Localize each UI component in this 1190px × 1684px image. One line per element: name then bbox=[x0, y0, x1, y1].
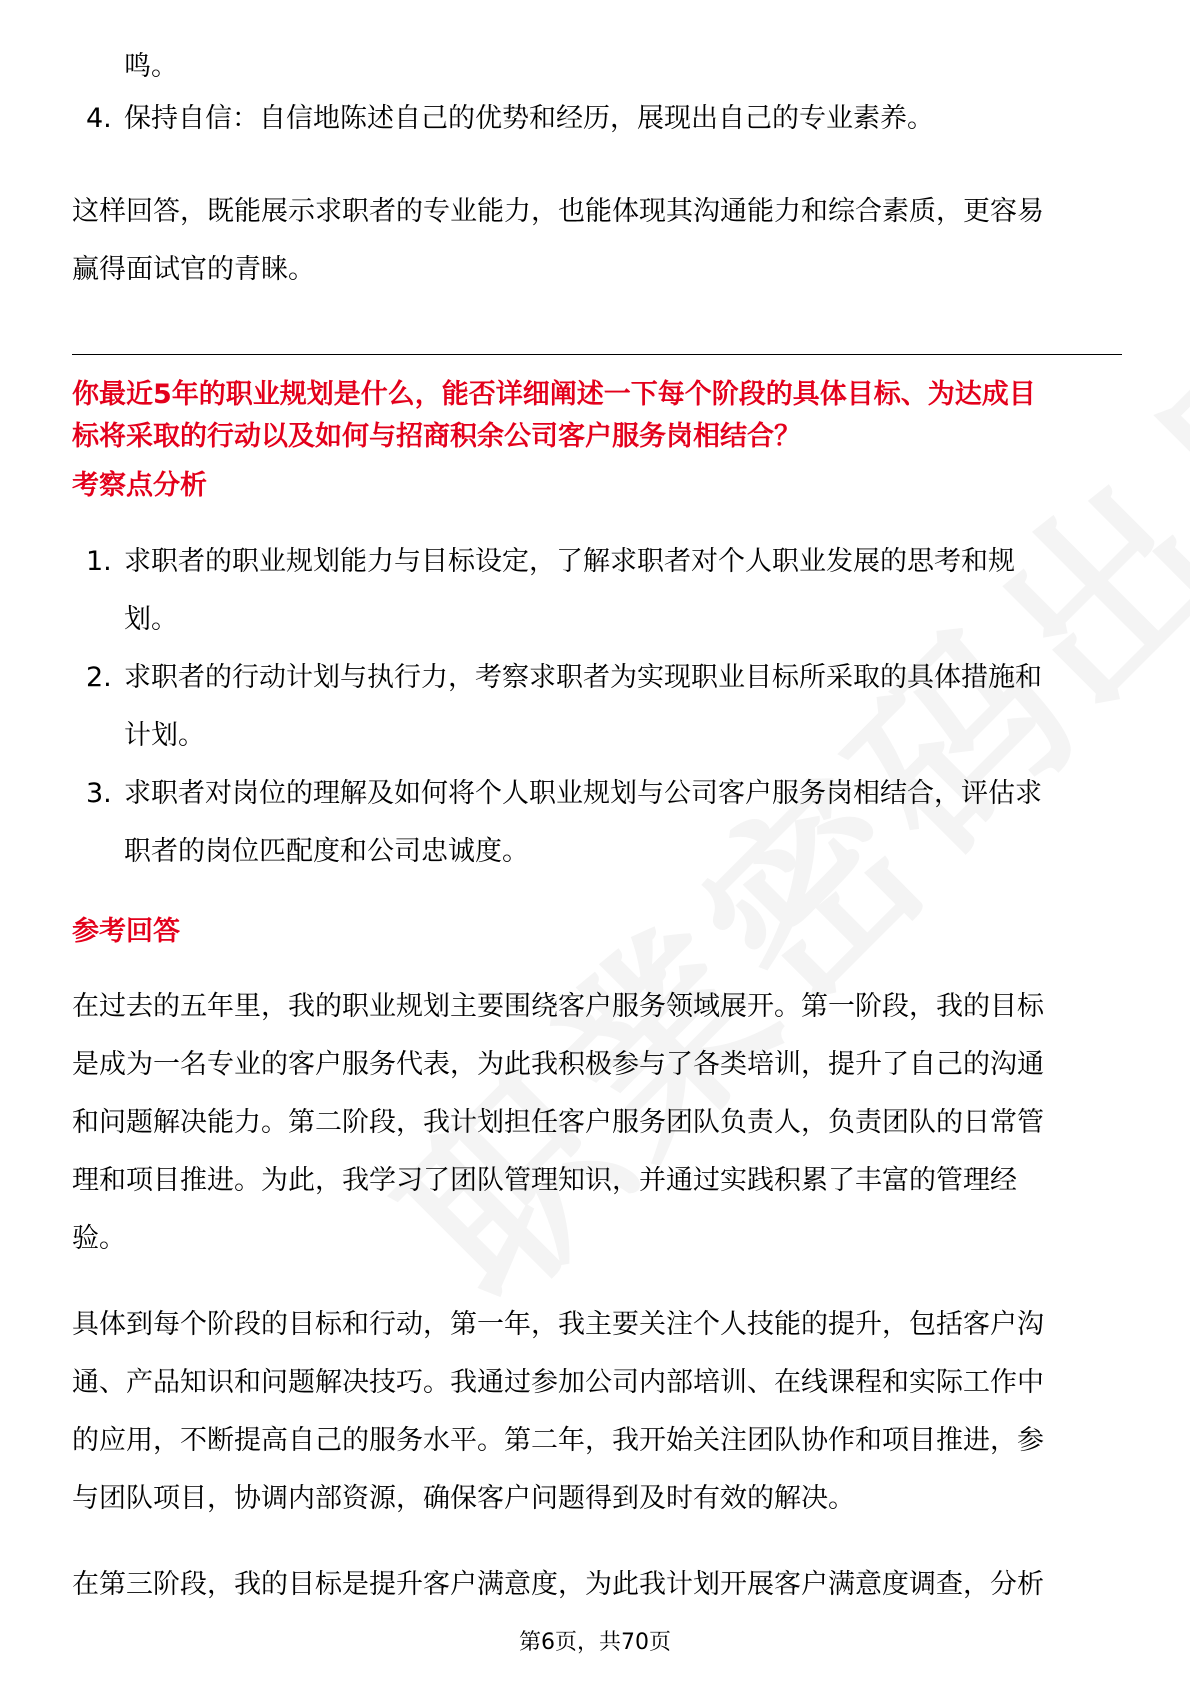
list-item-text: 保持自信：自信地陈述自己的优势和经历，展现出自己的专业素养。 bbox=[124, 103, 934, 134]
reference-paragraph bbox=[72, 1556, 1122, 1614]
list-item bbox=[72, 765, 1122, 881]
paragraph-line: 在第三阶段，我的目标是提升客户满意度，为此我计划开展客户满意度调查，分析 bbox=[72, 1569, 1044, 1600]
paragraph-line: 与团队项目，协调内部资源，确保客户问题得到及时有效的解决。 bbox=[72, 1483, 855, 1514]
reference-heading: 参考回答 bbox=[72, 916, 180, 947]
paragraph-line: 在过去的五年里，我的职业规划主要围绕客户服务领域展开。第一阶段，我的目标 bbox=[72, 991, 1044, 1022]
summary-line: 赢得面试官的青睐。 bbox=[72, 254, 315, 285]
reference-paragraph bbox=[72, 1296, 1122, 1528]
list-item-line: 求职者的行动计划与执行力，考察求职者为实现职业目标所采取的具体措施和 bbox=[124, 662, 1042, 693]
intro-list bbox=[72, 90, 1122, 148]
list-item-line: 求职者的职业规划能力与目标设定，了解求职者对个人职业发展的思考和规 bbox=[124, 546, 1015, 577]
summary-paragraph bbox=[72, 183, 1122, 299]
list-item-line: 划。 bbox=[124, 604, 178, 635]
list-item bbox=[72, 649, 1122, 765]
list-item bbox=[72, 533, 1122, 649]
list-item-number: 2. bbox=[86, 662, 112, 693]
analysis-heading: 考察点分析 bbox=[72, 470, 207, 501]
analysis-section bbox=[72, 466, 1122, 506]
page-number: 第6页，共70页 bbox=[519, 1630, 671, 1655]
paragraph-line: 验。 bbox=[72, 1223, 126, 1254]
question-line: 标将采取的行动以及如何与招商积余公司客户服务岗相结合？ bbox=[72, 421, 801, 452]
list-item-line: 职者的岗位匹配度和公司忠诚度。 bbox=[124, 836, 529, 867]
list-item-number: 4. bbox=[86, 103, 112, 134]
paragraph-line: 是成为一名专业的客户服务代表，为此我积极参与了各类培训，提升了自己的沟通 bbox=[72, 1049, 1044, 1080]
list-item-number: 1. bbox=[86, 546, 112, 577]
reference-section bbox=[72, 912, 1122, 952]
paragraph-line: 通、产品知识和问题解决技巧。我通过参加公司内部培训、在线课程和实际工作中 bbox=[72, 1367, 1044, 1398]
analysis-list bbox=[72, 533, 1122, 881]
paragraph-line: 具体到每个阶段的目标和行动，第一年，我主要关注个人技能的提升，包括客户沟 bbox=[72, 1309, 1044, 1340]
list-item-number: 3. bbox=[86, 778, 112, 809]
list-item bbox=[72, 90, 1122, 148]
reference-paragraph bbox=[72, 978, 1122, 1268]
summary-line: 这样回答，既能展示求职者的专业能力，也能体现其沟通能力和综合素质，更容易 bbox=[72, 196, 1044, 227]
paragraph-line: 的应用，不断提高自己的服务水平。第二年，我开始关注团队协作和项目推进，参 bbox=[72, 1425, 1044, 1456]
question-block bbox=[72, 374, 1132, 458]
paragraph-line: 和问题解决能力。第二阶段，我计划担任客户服务团队负责人，负责团队的日常管 bbox=[72, 1107, 1044, 1138]
continuation-text: 鸣。 bbox=[124, 51, 178, 82]
list-item-line: 求职者对岗位的理解及如何将个人职业规划与公司客户服务岗相结合，评估求 bbox=[124, 778, 1042, 809]
section-divider bbox=[72, 354, 1122, 355]
list-item-line: 计划。 bbox=[124, 720, 205, 751]
paragraph-line: 理和项目推进。为此，我学习了团队管理知识，并通过实践积累了丰富的管理经 bbox=[72, 1165, 1017, 1196]
question-line: 你最近5年的职业规划是什么，能否详细阐述一下每个阶段的具体目标、为达成目 bbox=[72, 379, 1036, 410]
